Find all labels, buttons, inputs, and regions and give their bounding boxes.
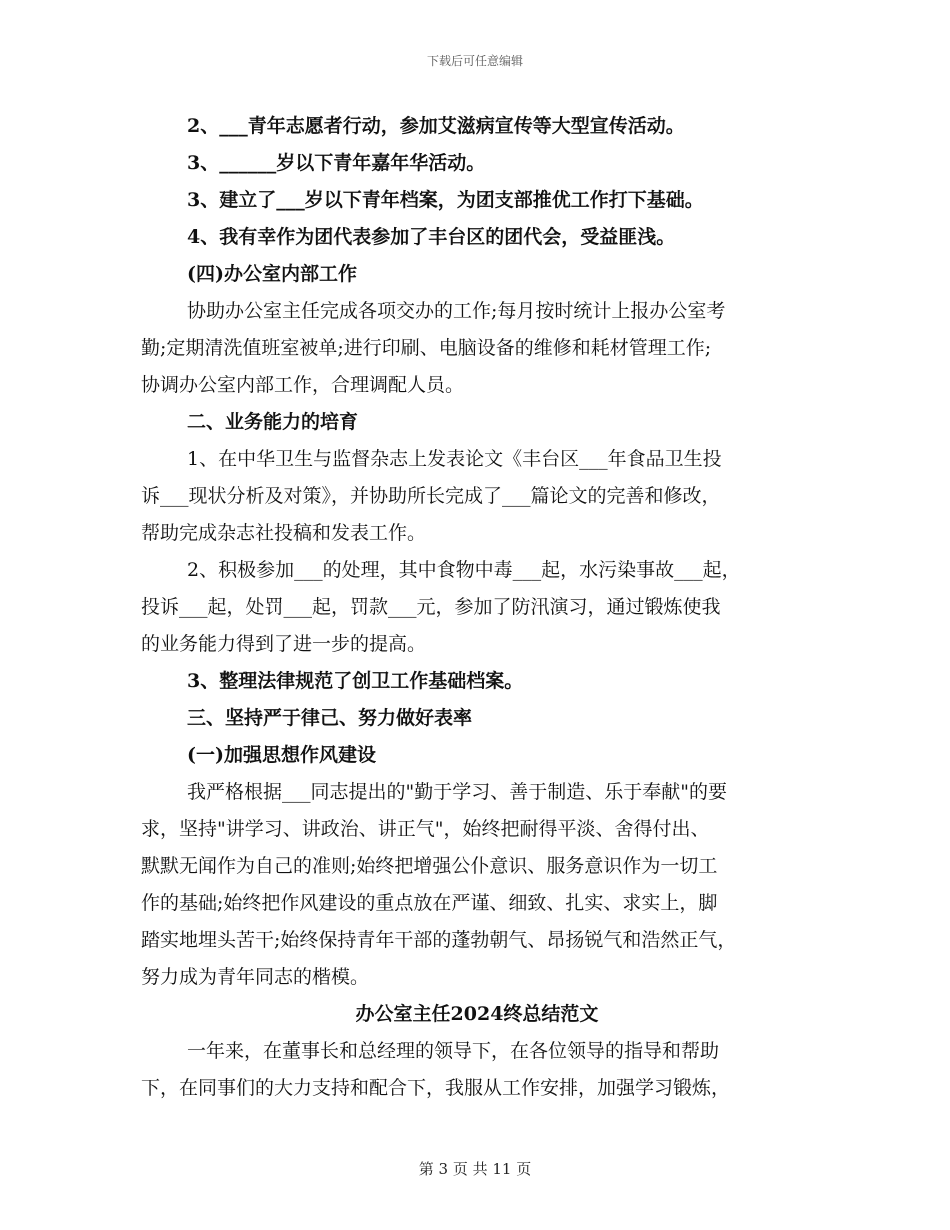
paragraph-line: 下，在同事们的大力支持和配合下，我服从工作安排，加强学习锻炼，	[141, 1077, 731, 1099]
paragraph-line: 3、建立了___岁以下青年档案，为团支部推优工作打下基础。	[187, 189, 704, 211]
paragraph-line: 诉___现状分析及对策》，并协助所长完成了___篇论文的完善和修改，	[141, 485, 721, 507]
paragraph-line: 协调办公室内部工作，合理调配人员。	[141, 374, 465, 396]
paragraph-line: 协助办公室主任完成各项交办的工作;每月按时统计上报办公室考	[187, 300, 726, 322]
paragraph-line: 努力成为青年同志的楷模。	[141, 966, 370, 988]
paragraph-line: 求，坚持"讲学习、讲政治、讲正气"，始终把耐得平淡、舍得付出、	[141, 818, 710, 840]
paragraph-line: 勤;定期清洗值班室被单;进行印刷、电脑设备的维修和耗材管理工作;	[141, 337, 712, 359]
document-body	[141, 108, 813, 1107]
paragraph-line: 踏实地埋头苦干;始终保持青年干部的蓬勃朝气、昂扬锐气和浩然正气，	[141, 929, 737, 951]
paragraph-line: 的业务能力得到了进一步的提高。	[141, 633, 427, 655]
page-header-note: 下载后可任意编辑	[426, 54, 523, 68]
paragraph-line: 默默无闻作为自己的准则;始终把增强公仆意识、服务意识作为一切工	[141, 855, 718, 877]
paragraph-line: 作的基础;始终把作风建设的重点放在严谨、细致、扎实、求实上，脚	[141, 892, 718, 914]
paragraph-line: 我严格根据___同志提出的"勤于学习、善于制造、乐于奉献"的要	[187, 781, 727, 803]
paragraph-line: 1、在中华卫生与监督杂志上发表论文《丰台区___年食品卫生投	[187, 448, 722, 470]
page-number: 第 3 页 共 11 页	[418, 1160, 532, 1178]
paragraph-line: 帮助完成杂志社投稿和发表工作。	[141, 522, 427, 544]
paragraph-line: 投诉___起，处罚___起，罚款___元，参加了防汛演习，通过锻炼使我	[141, 596, 721, 618]
section-heading: (四)办公室内部工作	[187, 263, 357, 285]
document-title: 办公室主任2024终总结范文	[355, 1003, 599, 1025]
paragraph-line: 2、积极参加___的处理，其中食物中毒___起，水污染事故___起，	[187, 559, 741, 581]
section-heading: 三、坚持严于律己、努力做好表率	[187, 707, 473, 729]
paragraph-line: 3、整理法律规范了创卫工作基础档案。	[187, 670, 524, 692]
subsection-heading: (一)加强思想作风建设	[187, 744, 376, 766]
paragraph-line: 4、我有幸作为团代表参加了丰台区的团代会，受益匪浅。	[187, 226, 676, 248]
paragraph-line: 3、______岁以下青年嘉年华活动。	[187, 152, 486, 174]
paragraph-line: 2、___青年志愿者行动，参加艾滋病宣传等大型宣传活动。	[187, 115, 685, 137]
section-heading: 二、业务能力的培育	[187, 411, 359, 433]
paragraph-line: 一年来，在董事长和总经理的领导下，在各位领导的指导和帮助	[187, 1040, 720, 1062]
